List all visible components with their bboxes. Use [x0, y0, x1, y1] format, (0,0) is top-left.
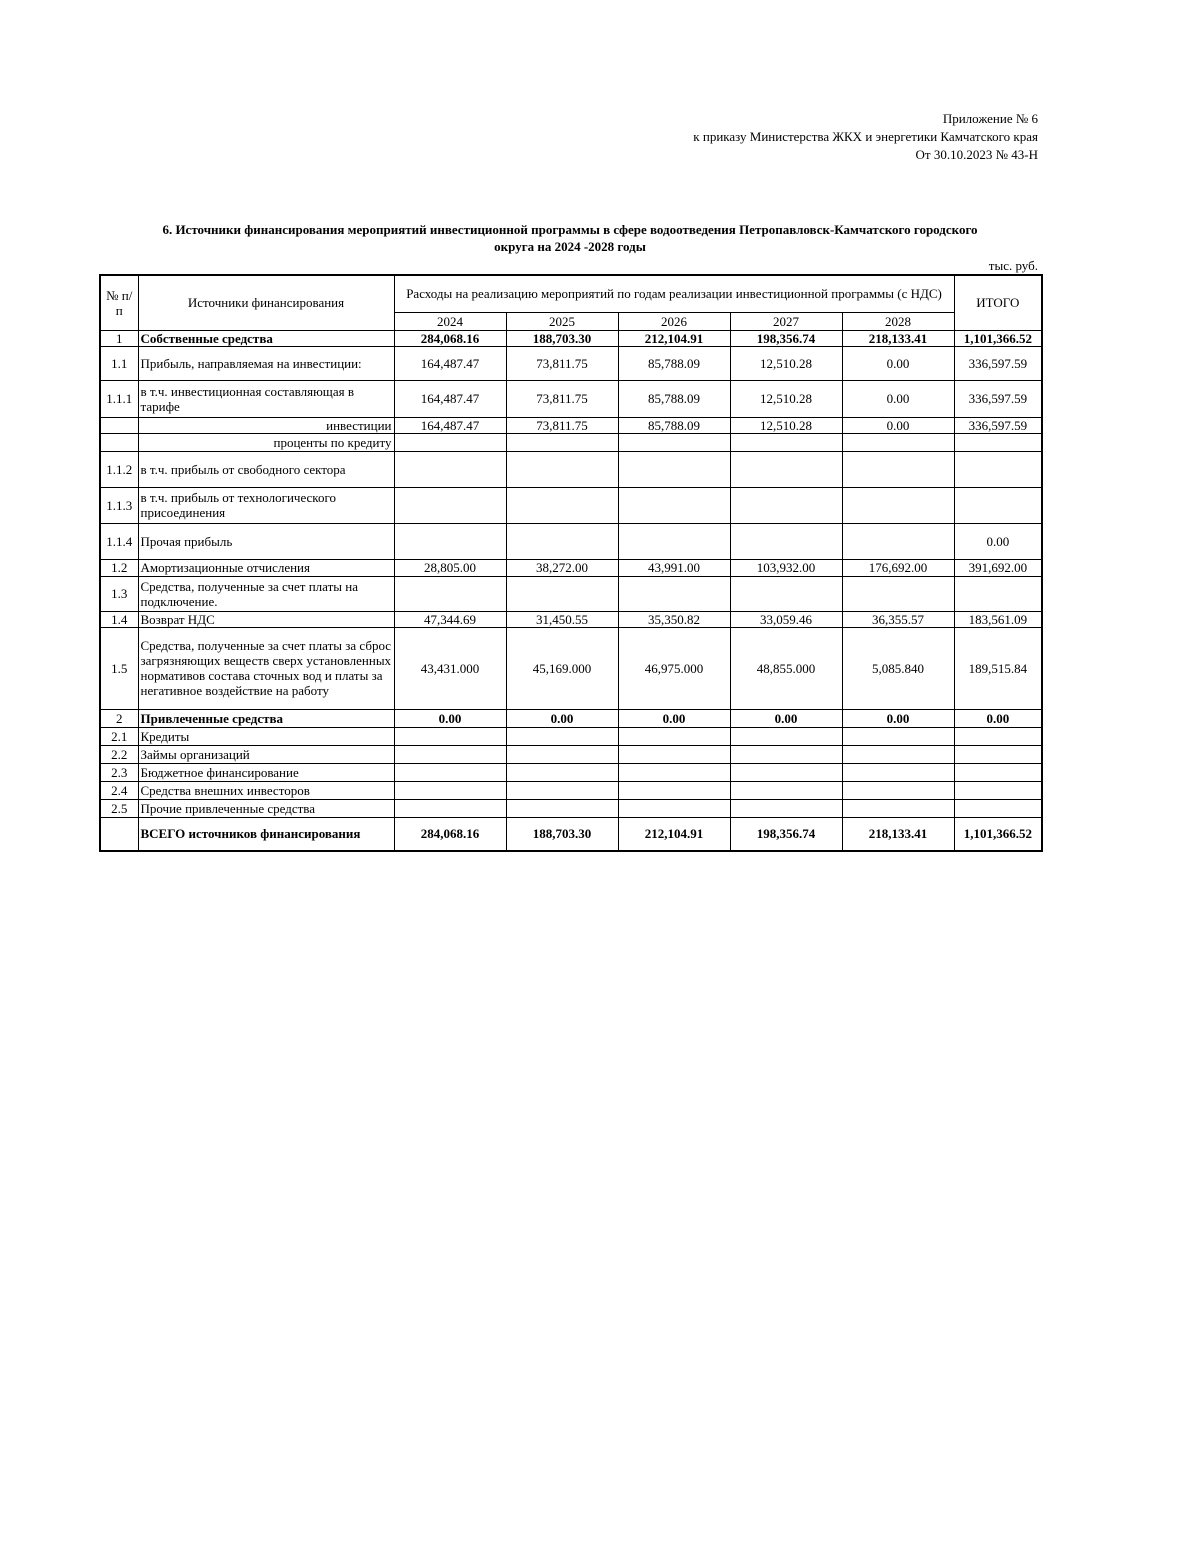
row-value: 164,487.47: [394, 346, 506, 380]
row-total: 1,101,366.52: [954, 330, 1042, 346]
row-value: 43,991.00: [618, 559, 730, 576]
row-source-name: Средства, полученные за счет платы на подключение.: [138, 576, 394, 611]
row-number: 1.5: [100, 627, 138, 709]
row-total: 0.00: [954, 523, 1042, 559]
row-value: [842, 763, 954, 781]
row-value: [730, 727, 842, 745]
row-number: 2.2: [100, 745, 138, 763]
row-value: [842, 487, 954, 523]
row-total: 1,101,366.52: [954, 817, 1042, 851]
row-total: 391,692.00: [954, 559, 1042, 576]
row-source-name: Прибыль, направляемая на инвестиции:: [138, 346, 394, 380]
row-source-name: в т.ч. прибыль от свободного сектора: [138, 451, 394, 487]
row-value: [618, 523, 730, 559]
row-value: 284,068.16: [394, 817, 506, 851]
row-value: 212,104.91: [618, 330, 730, 346]
table-row: [100, 576, 1042, 611]
row-number: 1.1.4: [100, 523, 138, 559]
row-value: 0.00: [394, 709, 506, 727]
row-number: 1.1.2: [100, 451, 138, 487]
row-value: [618, 451, 730, 487]
row-number: 2.4: [100, 781, 138, 799]
row-value: 12,510.28: [730, 417, 842, 433]
row-number: 1.1.3: [100, 487, 138, 523]
row-source-name: Средства, полученные за счет платы за сброс загрязняющих веществ сверх установленных нормативов состава сточных вод и платы за негативное воздействие на работу: [138, 627, 394, 709]
table-row: [100, 559, 1042, 576]
row-value: 85,788.09: [618, 417, 730, 433]
document-title-line2: округа на 2024 -2028 годы: [494, 239, 646, 254]
row-value: [842, 727, 954, 745]
row-value: [730, 745, 842, 763]
row-value: [506, 799, 618, 817]
row-source-name: Прочие привлеченные средства: [138, 799, 394, 817]
table-row: [100, 763, 1042, 781]
row-value: 212,104.91: [618, 817, 730, 851]
row-value: 0.00: [842, 709, 954, 727]
row-value: 176,692.00: [842, 559, 954, 576]
row-value: 38,272.00: [506, 559, 618, 576]
row-source-name: в т.ч. инвестиционная составляющая в тарифе: [138, 380, 394, 417]
row-value: 45,169.000: [506, 627, 618, 709]
row-total: 183,561.09: [954, 611, 1042, 627]
row-value: [618, 781, 730, 799]
row-value: [394, 763, 506, 781]
row-value: 284,068.16: [394, 330, 506, 346]
header-year: 2027: [730, 312, 842, 330]
table-row: [100, 727, 1042, 745]
row-value: [394, 727, 506, 745]
row-total: [954, 451, 1042, 487]
row-value: [730, 523, 842, 559]
row-total: [954, 487, 1042, 523]
table-row: [100, 417, 1042, 433]
row-value: 12,510.28: [730, 346, 842, 380]
row-value: [618, 745, 730, 763]
row-value: [506, 781, 618, 799]
table-row: [100, 799, 1042, 817]
row-value: 85,788.09: [618, 346, 730, 380]
appendix-order-ref: к приказу Министерства ЖКХ и энергетики Камчатского края: [693, 129, 1038, 144]
table-row: [100, 709, 1042, 727]
header-source: Источники финансирования: [138, 275, 394, 330]
row-total: 336,597.59: [954, 380, 1042, 417]
appendix-header: [600, 110, 1038, 164]
row-value: 188,703.30: [506, 330, 618, 346]
row-value: [730, 433, 842, 451]
row-number: 1.4: [100, 611, 138, 627]
header-total: ИТОГО: [954, 275, 1042, 330]
row-value: [506, 451, 618, 487]
row-value: 0.00: [842, 380, 954, 417]
row-value: 0.00: [842, 417, 954, 433]
row-total: 336,597.59: [954, 346, 1042, 380]
row-value: 188,703.30: [506, 817, 618, 851]
header-year: 2024: [394, 312, 506, 330]
row-source-name: Возврат НДС: [138, 611, 394, 627]
header-num: № п/п: [100, 275, 138, 330]
table-row: [100, 627, 1042, 709]
row-number: [100, 817, 138, 851]
row-value: 46,975.000: [618, 627, 730, 709]
row-value: [506, 576, 618, 611]
table-row: [100, 817, 1042, 851]
row-source-name: Прочая прибыль: [138, 523, 394, 559]
row-value: [730, 781, 842, 799]
row-value: 73,811.75: [506, 417, 618, 433]
document-title: [100, 221, 1040, 255]
row-value: 0.00: [618, 709, 730, 727]
table-row: [100, 433, 1042, 451]
appendix-order-date: От 30.10.2023 № 43-Н: [915, 147, 1038, 162]
row-value: [618, 727, 730, 745]
row-value: [618, 487, 730, 523]
row-total: [954, 781, 1042, 799]
row-source-name: Кредиты: [138, 727, 394, 745]
row-value: 48,855.000: [730, 627, 842, 709]
row-value: 73,811.75: [506, 346, 618, 380]
row-value: 0.00: [506, 709, 618, 727]
row-value: [394, 781, 506, 799]
row-value: [842, 433, 954, 451]
row-value: [730, 451, 842, 487]
row-number: 2: [100, 709, 138, 727]
row-value: [842, 745, 954, 763]
row-source-name: инвестиции: [138, 417, 394, 433]
row-value: [842, 451, 954, 487]
row-number: 1.1: [100, 346, 138, 380]
row-value: [730, 799, 842, 817]
row-value: [394, 487, 506, 523]
document-title-line1: 6. Источники финансирования мероприятий инвестиционной программы в сфере водоотведения Петропавловск-Камчатского городского: [162, 222, 978, 237]
row-value: 198,356.74: [730, 817, 842, 851]
row-value: 164,487.47: [394, 380, 506, 417]
row-value: 47,344.69: [394, 611, 506, 627]
header-expenses: Расходы на реализацию мероприятий по годам реализации инвестиционной программы (с НДС): [394, 275, 954, 312]
header-year: 2026: [618, 312, 730, 330]
table-row: [100, 330, 1042, 346]
row-value: [618, 576, 730, 611]
row-value: [394, 745, 506, 763]
row-number: 1: [100, 330, 138, 346]
row-source-name: ВСЕГО источников финансирования: [138, 817, 394, 851]
row-number: 1.1.1: [100, 380, 138, 417]
table-row: [100, 781, 1042, 799]
row-total: [954, 745, 1042, 763]
row-value: 198,356.74: [730, 330, 842, 346]
row-value: [842, 799, 954, 817]
row-value: 73,811.75: [506, 380, 618, 417]
row-source-name: Привлеченные средства: [138, 709, 394, 727]
row-number: [100, 433, 138, 451]
row-value: 5,085.840: [842, 627, 954, 709]
row-value: [506, 487, 618, 523]
row-value: 33,059.46: [730, 611, 842, 627]
row-value: [842, 523, 954, 559]
table-row: [100, 451, 1042, 487]
row-value: [506, 763, 618, 781]
table-row: [100, 745, 1042, 763]
row-number: 1.2: [100, 559, 138, 576]
row-value: 31,450.55: [506, 611, 618, 627]
row-total: 189,515.84: [954, 627, 1042, 709]
row-value: 35,350.82: [618, 611, 730, 627]
row-value: [506, 523, 618, 559]
row-value: [618, 433, 730, 451]
row-value: [394, 433, 506, 451]
row-value: [394, 799, 506, 817]
row-total: [954, 576, 1042, 611]
row-value: [394, 523, 506, 559]
row-source-name: Бюджетное финансирование: [138, 763, 394, 781]
row-total: [954, 433, 1042, 451]
row-value: [730, 763, 842, 781]
row-number: 2.5: [100, 799, 138, 817]
row-value: 103,932.00: [730, 559, 842, 576]
row-source-name: Займы организаций: [138, 745, 394, 763]
row-value: [842, 781, 954, 799]
row-value: [842, 576, 954, 611]
row-number: 2.1: [100, 727, 138, 745]
row-value: 85,788.09: [618, 380, 730, 417]
row-value: [730, 487, 842, 523]
row-number: 1.3: [100, 576, 138, 611]
row-number: [100, 417, 138, 433]
row-value: [618, 799, 730, 817]
row-total: [954, 763, 1042, 781]
row-value: [506, 433, 618, 451]
row-source-name: Амортизационные отчисления: [138, 559, 394, 576]
row-value: 0.00: [730, 709, 842, 727]
row-total: [954, 799, 1042, 817]
header-year: 2025: [506, 312, 618, 330]
row-value: 43,431.000: [394, 627, 506, 709]
row-total: 336,597.59: [954, 417, 1042, 433]
row-value: 218,133.41: [842, 817, 954, 851]
financing-table: [99, 274, 1043, 852]
row-value: 218,133.41: [842, 330, 954, 346]
row-value: [618, 763, 730, 781]
row-source-name: в т.ч. прибыль от технологического присоединения: [138, 487, 394, 523]
row-value: 36,355.57: [842, 611, 954, 627]
row-source-name: проценты по кредиту: [138, 433, 394, 451]
row-value: [394, 576, 506, 611]
row-value: [506, 727, 618, 745]
units-label: тыс. руб.: [988, 258, 1038, 273]
row-source-name: Средства внешних инвесторов: [138, 781, 394, 799]
row-value: [730, 576, 842, 611]
row-value: [394, 451, 506, 487]
header-year: 2028: [842, 312, 954, 330]
table-row: [100, 487, 1042, 523]
table-row: [100, 346, 1042, 380]
row-total: 0.00: [954, 709, 1042, 727]
row-value: 12,510.28: [730, 380, 842, 417]
row-value: 0.00: [842, 346, 954, 380]
row-total: [954, 727, 1042, 745]
row-value: 164,487.47: [394, 417, 506, 433]
table-row: [100, 611, 1042, 627]
row-source-name: Собственные средства: [138, 330, 394, 346]
row-value: [506, 745, 618, 763]
appendix-number: Приложение № 6: [942, 111, 1038, 126]
table-row: [100, 380, 1042, 417]
row-number: 2.3: [100, 763, 138, 781]
table-row: [100, 523, 1042, 559]
row-value: 28,805.00: [394, 559, 506, 576]
